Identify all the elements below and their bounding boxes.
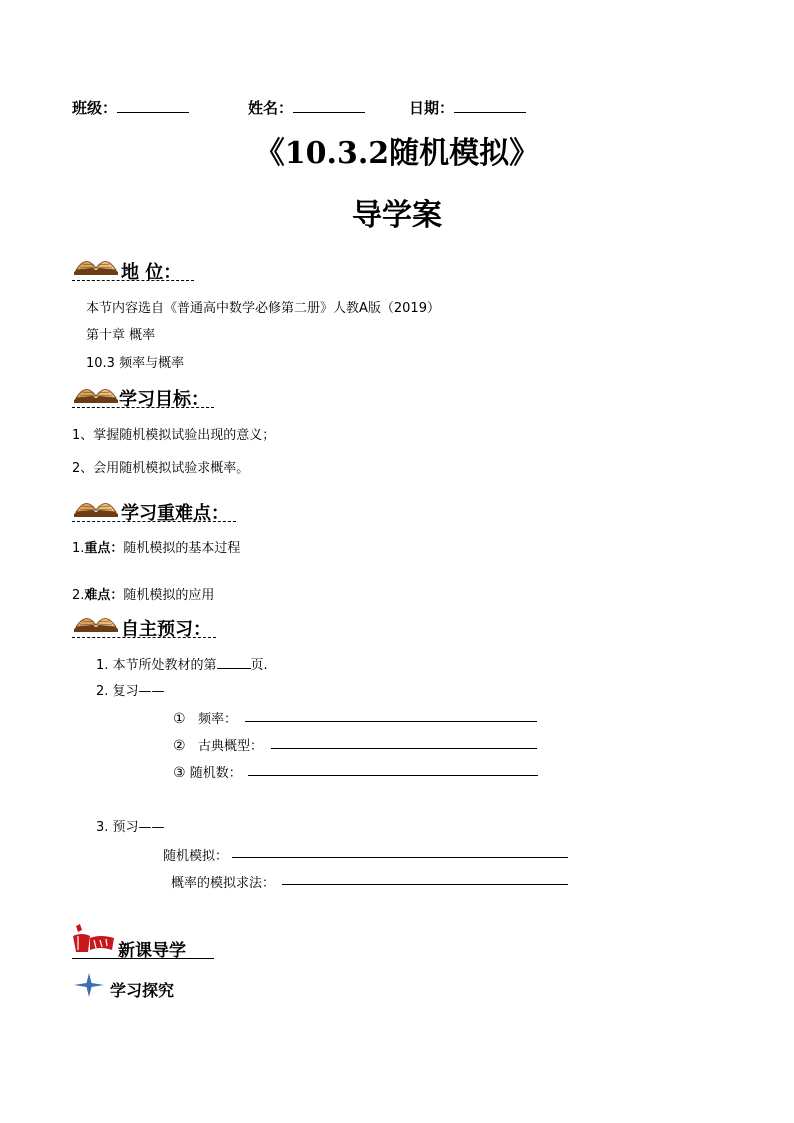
preview-method-line[interactable] [282,884,568,885]
preview-method: 概率的模拟求法： [171,876,276,891]
goal-item-1: 1、掌握随机模拟试验出现的意义； [72,428,276,443]
book-icon [72,607,120,633]
preview-item-1: 1. 本节所处教材的第 页. [96,658,268,673]
review-classical: ② 古典概型： [173,738,263,754]
date-label: 日期： [409,99,455,117]
new-lesson-underline [72,958,214,959]
class-label: 班级： [72,99,118,117]
book-icon [72,492,120,518]
page-subtitle: 导学案 [352,198,442,233]
goals-heading: 学习目标： [119,389,209,410]
review-frequency-line[interactable] [245,721,537,722]
difficult-text: 随机模拟的应用 [123,588,215,603]
position-underline [72,280,194,281]
preview-simulation-line[interactable] [232,857,568,858]
position-line-2: 第十章 概率 [86,328,156,343]
date-field [409,97,526,118]
position-heading: 地 位： [121,262,182,283]
explore-heading: 学习探究 [110,981,175,1000]
preview-underline [72,637,216,638]
star-icon [73,972,105,998]
review-random-number: ③ 随机数： [173,765,242,781]
name-label: 姓名： [248,99,294,117]
difficult-label: 难点： [84,588,124,603]
name-blank[interactable] [293,98,365,113]
key-text: 随机模拟的基本过程 [123,541,241,556]
key-point: 1.重点：随机模拟的基本过程 [72,541,241,556]
page-number-blank[interactable] [217,656,251,669]
position-line-1: 本节内容选自《普通高中数学必修第二册》人教A版（2019） [86,301,440,316]
new-lesson-heading: 新课导学 [118,941,186,961]
position-line-3: 10.3 频率与概率 [86,356,185,371]
new-lesson-icon [70,922,118,956]
book-icon [72,250,120,276]
key-label: 重点： [84,541,124,556]
difficult-point: 2.难点：随机模拟的应用 [72,588,215,603]
class-field [72,97,189,118]
date-blank[interactable] [454,98,526,113]
key-points-heading: 学习重难点： [121,503,229,524]
preview-item-2: 2. 复习—— [96,684,165,699]
review-frequency: ① 频率： [173,711,237,727]
goal-item-2: 2、会用随机模拟试验求概率。 [72,461,250,476]
preview-heading: 自主预习： [121,619,211,640]
review-random-number-line[interactable] [248,775,538,776]
key-points-underline [72,521,236,522]
page-title: 《10.3.2随机模拟》 [254,136,540,171]
review-classical-line[interactable] [271,748,537,749]
goals-underline [72,407,214,408]
book-icon [72,378,120,404]
class-blank[interactable] [117,98,189,113]
name-field [248,97,365,118]
preview-item-3: 3. 预习—— [96,820,165,835]
preview-simulation: 随机模拟： [163,849,229,864]
